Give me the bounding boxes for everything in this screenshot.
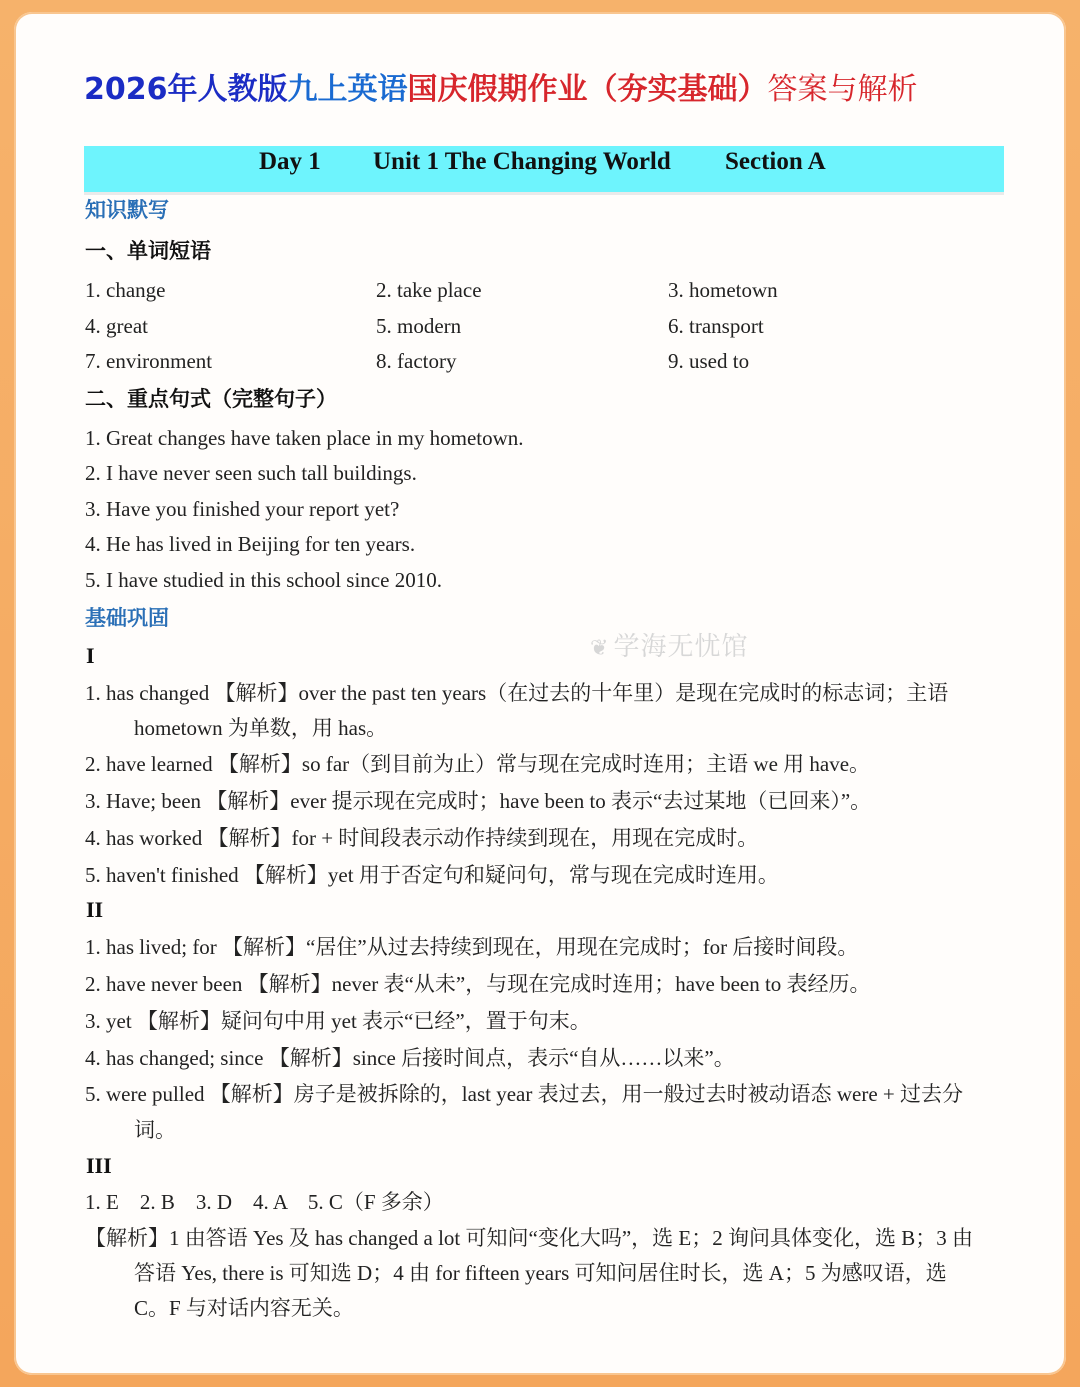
word-item: 6. transport xyxy=(668,314,764,338)
answer-item: 4. has worked 【解析】for + 时间段表示动作持续到现在，用现在完成时。 xyxy=(85,826,759,850)
watermark xyxy=(590,626,748,663)
heading-words: 一、单词短语 xyxy=(85,239,211,263)
heading-consolidate: 基础巩固 xyxy=(85,606,169,630)
heading-sentences: 二、重点句式（完整句子） xyxy=(85,387,337,411)
unit-banner xyxy=(84,146,1004,195)
answer-item: 5. haven't finished 【解析】yet 用于否定句和疑问句，常与现在完成时连用。 xyxy=(85,863,779,887)
watermark-text: 学海无忧馆 xyxy=(613,632,749,662)
word-item: 5. modern xyxy=(376,314,462,338)
word-item: 9. used to xyxy=(668,349,750,373)
word-item: 8. factory xyxy=(376,349,457,373)
heading-knowledge: 知识默写 xyxy=(85,198,169,222)
answer-item: 2. have never been 【解析】never 表“从未”，与现在完成时连用；have been to 表经历。 xyxy=(85,972,871,996)
banner-unit: Unit 1 The Changing World xyxy=(373,148,671,175)
title-part-subject: 九上英语 xyxy=(287,72,408,107)
part-label: II xyxy=(86,897,104,922)
analysis-line: 【解析】1 由答语 Yes 及 has changed a lot 可知问“变化大吗”，选 E；2 询问具体变化，选 B；3 由 xyxy=(85,1226,973,1250)
answer-item: 2. have learned 【解析】so far（到目前为止）常与现在完成时连用；主语 we 用 have。 xyxy=(85,752,871,776)
analysis-line-cont: C。F 与对话内容无关。 xyxy=(134,1296,354,1320)
answer-item: 1. has changed 【解析】over the past ten years（在过去的十年里）是现在完成时的标志词；主语 xyxy=(85,681,949,705)
banner-day: Day 1 xyxy=(259,148,321,175)
title-part-answers: 答案与解析 xyxy=(767,72,918,107)
part-label: III xyxy=(86,1153,112,1178)
banner-section: Section A xyxy=(725,148,826,175)
answer-item: 5. were pulled 【解析】房子是被拆除的，last year 表过去，用一般过去时被动语态 were + 过去分 xyxy=(85,1082,963,1106)
word-item: 7. environment xyxy=(85,349,213,373)
word-item: 2. take place xyxy=(376,278,482,302)
title-part-homework: 国庆假期作业（夯实基础） xyxy=(407,72,768,107)
answer-item: 3. Have; been 【解析】ever 提示现在完成时；have been to 表示“去过某地（已回来）”。 xyxy=(85,789,872,813)
answer-item: 4. has changed; since 【解析】since 后接时间点，表示“自从……以来”。 xyxy=(85,1046,735,1070)
leaf-icon: ❦ xyxy=(590,636,610,661)
answer-item-cont: 词。 xyxy=(134,1118,176,1142)
part-label: I xyxy=(86,643,95,668)
answer-item: 1. has lived; for 【解析】“居住”从过去持续到现在，用现在完成时；for 后接时间段。 xyxy=(85,935,859,959)
document-title xyxy=(84,64,1024,108)
title-part-year: 2026年人教版 xyxy=(84,72,288,107)
sentence-item: 5. I have studied in this school since 2010. xyxy=(85,568,442,592)
answer-item-cont: hometown 为单数，用 has。 xyxy=(134,716,388,740)
choice-answers: 1. E 2. B 3. D 4. A 5. C（F 多余） xyxy=(85,1190,444,1214)
analysis-line-cont: 答语 Yes, there is 可知选 D；4 由 for fifteen years 可知问居住时长，选 A；5 为感叹语，选 xyxy=(134,1261,947,1285)
sentence-item: 3. Have you finished your report yet? xyxy=(85,497,400,521)
sentence-item: 4. He has lived in Beijing for ten years. xyxy=(85,532,416,556)
word-item: 1. change xyxy=(85,278,166,302)
sentence-item: 2. I have never seen such tall buildings. xyxy=(85,461,417,485)
sentence-item: 1. Great changes have taken place in my hometown. xyxy=(85,426,524,450)
word-item: 3. hometown xyxy=(668,278,778,302)
word-item: 4. great xyxy=(85,314,148,338)
answer-item: 3. yet 【解析】疑问句中用 yet 表示“已经”，置于句末。 xyxy=(85,1009,591,1033)
